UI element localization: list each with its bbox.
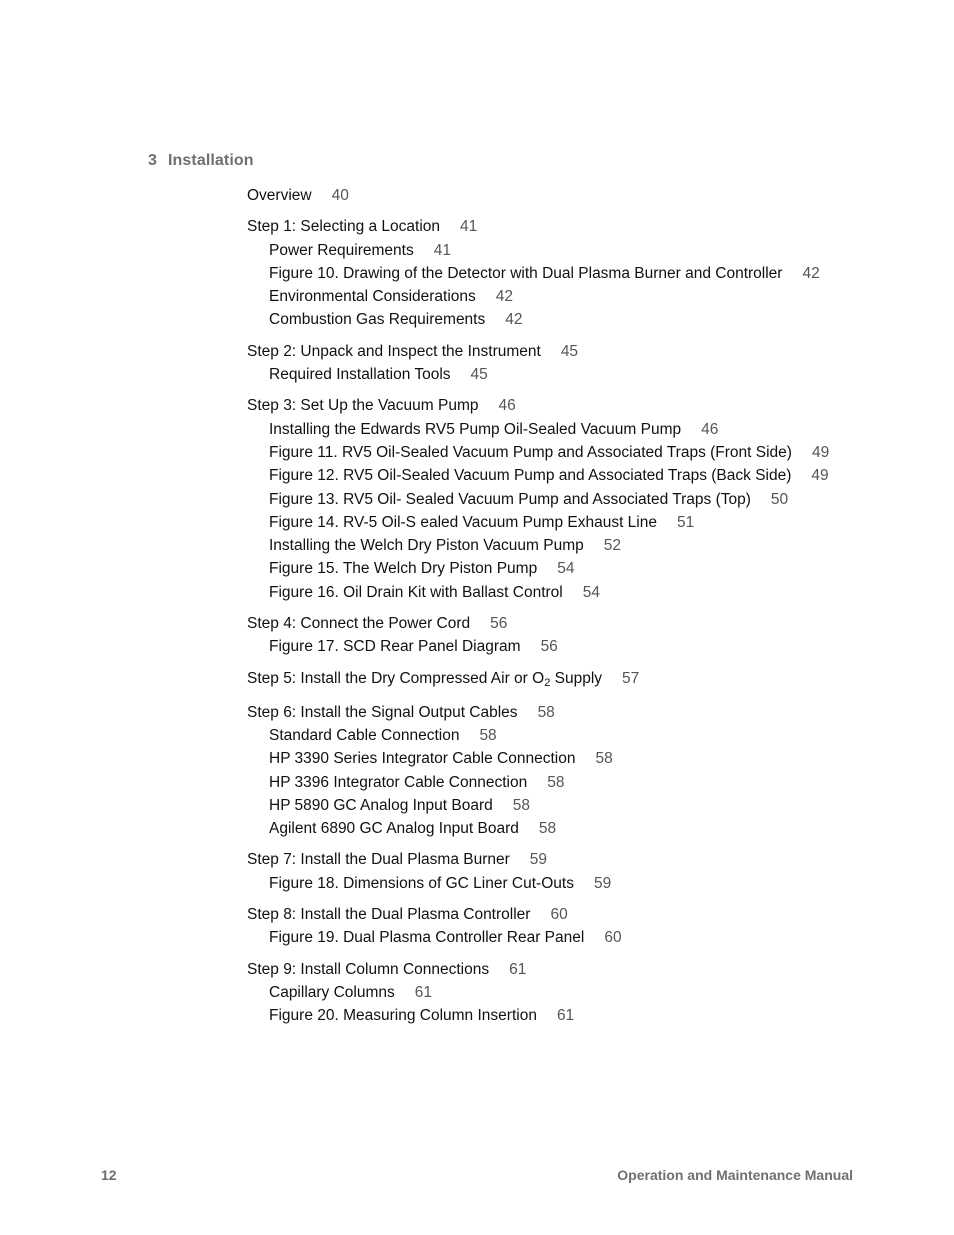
toc-entry-page-number: 59	[529, 851, 548, 869]
toc-entry-title: Figure 12. RV5 Oil-Sealed Vacuum Pump and Associated Traps (Back Side)	[269, 467, 792, 485]
toc-subsection-entry[interactable]	[247, 1004, 867, 1027]
toc-subsection-entry[interactable]	[247, 464, 867, 487]
toc-entry-title: HP 3396 Integrator Cable Connection	[269, 773, 528, 791]
toc-entry-title: Figure 16. Oil Drain Kit with Ballast Control	[269, 583, 563, 601]
toc-entry-page-number: 42	[495, 288, 514, 306]
toc-section-entry[interactable]	[247, 184, 867, 207]
toc-entry-page-number: 60	[550, 906, 568, 924]
toc-entry-title: Installing the Edwards RV5 Pump Oil-Sealed Vacuum Pump	[269, 420, 682, 438]
toc-entry-page-number: 59	[593, 874, 612, 892]
toc-subsection-entry[interactable]	[247, 926, 867, 949]
toc-entry-page-number: 54	[582, 583, 601, 601]
toc-subsection-entry[interactable]	[247, 981, 867, 1004]
toc-entry-title: Step 4: Connect the Power Cord	[247, 615, 471, 633]
toc-entry-page-number: 57	[622, 669, 640, 687]
toc-entry-title: Step 6: Install the Signal Output Cables	[247, 703, 518, 721]
toc-entry-page-number: 61	[414, 983, 433, 1001]
toc-entry-page-number: 58	[538, 820, 557, 838]
toc-subsection-entry[interactable]	[247, 285, 867, 308]
toc-entry-title: Figure 17. SCD Rear Panel Diagram	[269, 638, 521, 656]
toc-section-entry[interactable]	[247, 667, 867, 693]
table-of-contents	[247, 184, 867, 1028]
toc-subsection-entry[interactable]	[247, 239, 867, 262]
toc-entry-title: Required Installation Tools	[269, 366, 451, 384]
toc-entry-page-number: 61	[509, 960, 527, 978]
toc-entry-title: Standard Cable Connection	[269, 726, 460, 744]
toc-entry-title: Step 1: Selecting a Location	[247, 218, 441, 236]
toc-subsection-entry[interactable]	[247, 747, 867, 770]
chapter-title: Installation	[168, 152, 254, 169]
footer-manual-title: Operation and Maintenance Manual	[617, 1167, 853, 1183]
toc-entry-page-number: 42	[505, 311, 523, 329]
toc-entry-title: Step 5: Install the Dry Compressed Air or O	[247, 669, 545, 687]
toc-entry-page-number: 58	[537, 703, 555, 721]
toc-entry-page-number: 58	[547, 773, 565, 791]
toc-section-entry[interactable]	[247, 701, 867, 724]
toc-subsection-entry[interactable]	[247, 771, 867, 794]
toc-entry-title: Figure 14. RV-5 Oil-S ealed Vacuum Pump Exhaust Line	[269, 513, 657, 531]
toc-subsection-entry[interactable]	[247, 635, 867, 658]
toc-entry-page-number: 50	[770, 490, 789, 508]
toc-entry-title: Overview	[247, 187, 312, 204]
toc-entry-title: Figure 15. The Welch Dry Piston Pump	[269, 560, 538, 578]
toc-entry-page-number: 58	[595, 750, 613, 768]
toc-entry-page-number: 54	[557, 560, 575, 578]
toc-entry-title: HP 3390 Series Integrator Cable Connection	[269, 750, 576, 768]
toc-subsection-entry[interactable]	[247, 817, 867, 840]
toc-section-entry[interactable]	[247, 340, 867, 363]
toc-entry-page-number: 41	[433, 241, 451, 259]
toc-entry-page-number: 41	[460, 218, 478, 236]
toc-subsection-entry[interactable]	[247, 557, 867, 580]
toc-entry-title: Environmental Considerations	[269, 288, 476, 306]
toc-entry-page-number: 49	[811, 467, 829, 485]
toc-entry-page-number: 49	[811, 443, 830, 461]
toc-entry-title: Power Requirements	[269, 241, 414, 259]
toc-entry-title-suffix: Supply	[550, 669, 603, 687]
toc-section-entry[interactable]	[247, 903, 867, 926]
toc-entry-title: Figure 13. RV5 Oil- Sealed Vacuum Pump and Associated Traps (Top)	[269, 490, 751, 508]
toc-subsection-entry[interactable]	[247, 581, 867, 604]
toc-entry-page-number: 61	[556, 1007, 575, 1025]
toc-subsection-entry[interactable]	[247, 418, 867, 441]
toc-entry-title: Step 9: Install Column Connections	[247, 960, 490, 978]
footer-page-number: 12	[101, 1167, 117, 1183]
toc-entry-page-number: 58	[479, 726, 497, 744]
toc-entry-title: Combustion Gas Requirements	[269, 311, 486, 329]
toc-entry-title: HP 5890 GC Analog Input Board	[269, 796, 493, 814]
toc-entry-page-number: 56	[540, 638, 558, 656]
toc-subsection-entry[interactable]	[247, 872, 867, 895]
toc-subsection-entry[interactable]	[247, 511, 867, 534]
toc-subsection-entry[interactable]	[247, 262, 867, 285]
toc-section-entry[interactable]	[247, 848, 867, 871]
toc-subsection-entry[interactable]	[247, 308, 867, 331]
toc-subsection-entry[interactable]	[247, 534, 867, 557]
toc-entry-page-number: 60	[604, 929, 622, 947]
toc-entry-title: Step 2: Unpack and Inspect the Instrument	[247, 342, 541, 360]
toc-section-entry[interactable]	[247, 958, 867, 981]
toc-entry-title: Figure 18. Dimensions of GC Liner Cut-Outs	[269, 874, 574, 892]
toc-entry-page-number: 40	[331, 187, 349, 204]
toc-entry-page-number: 46	[701, 420, 719, 438]
toc-subsection-entry[interactable]	[247, 363, 867, 386]
toc-section-entry[interactable]	[247, 612, 867, 635]
toc-subsection-entry[interactable]	[247, 724, 867, 747]
toc-entry-page-number: 58	[512, 796, 531, 814]
toc-entry-page-number: 51	[677, 513, 695, 531]
toc-entry-page-number: 45	[470, 366, 488, 384]
toc-entry-title: Figure 11. RV5 Oil-Sealed Vacuum Pump and Associated Traps (Front Side)	[269, 443, 792, 461]
toc-entry-subscript: 2	[544, 676, 551, 689]
toc-entry-title: Step 8: Install the Dual Plasma Controller	[247, 906, 531, 924]
toc-entry-title: Agilent 6890 GC Analog Input Board	[269, 820, 519, 838]
toc-entry-page-number: 56	[490, 615, 508, 633]
toc-subsection-entry[interactable]	[247, 441, 867, 464]
toc-entry-page-number: 45	[560, 342, 579, 360]
toc-entry-title: Step 3: Set Up the Vacuum Pump	[247, 397, 479, 415]
toc-entry-page-number: 52	[603, 537, 621, 555]
toc-entry-page-number: 42	[802, 264, 820, 282]
toc-entry-title: Capillary Columns	[269, 983, 395, 1001]
toc-entry-title: Figure 10. Drawing of the Detector with Dual Plasma Burner and Controller	[269, 264, 783, 282]
toc-entry-title: Step 7: Install the Dual Plasma Burner	[247, 851, 510, 869]
toc-subsection-entry[interactable]	[247, 794, 867, 817]
toc-entry-title: Installing the Welch Dry Piston Vacuum Pump	[269, 537, 584, 555]
toc-entry-title: Figure 20. Measuring Column Insertion	[269, 1007, 537, 1025]
toc-section-entry[interactable]	[247, 394, 867, 417]
toc-section-entry[interactable]	[247, 215, 867, 238]
chapter-number: 3	[148, 152, 157, 169]
toc-entry-title: Figure 19. Dual Plasma Controller Rear Panel	[269, 929, 585, 947]
toc-entry-page-number: 46	[498, 397, 516, 415]
chapter-heading	[148, 152, 254, 170]
toc-subsection-entry[interactable]	[247, 488, 867, 511]
